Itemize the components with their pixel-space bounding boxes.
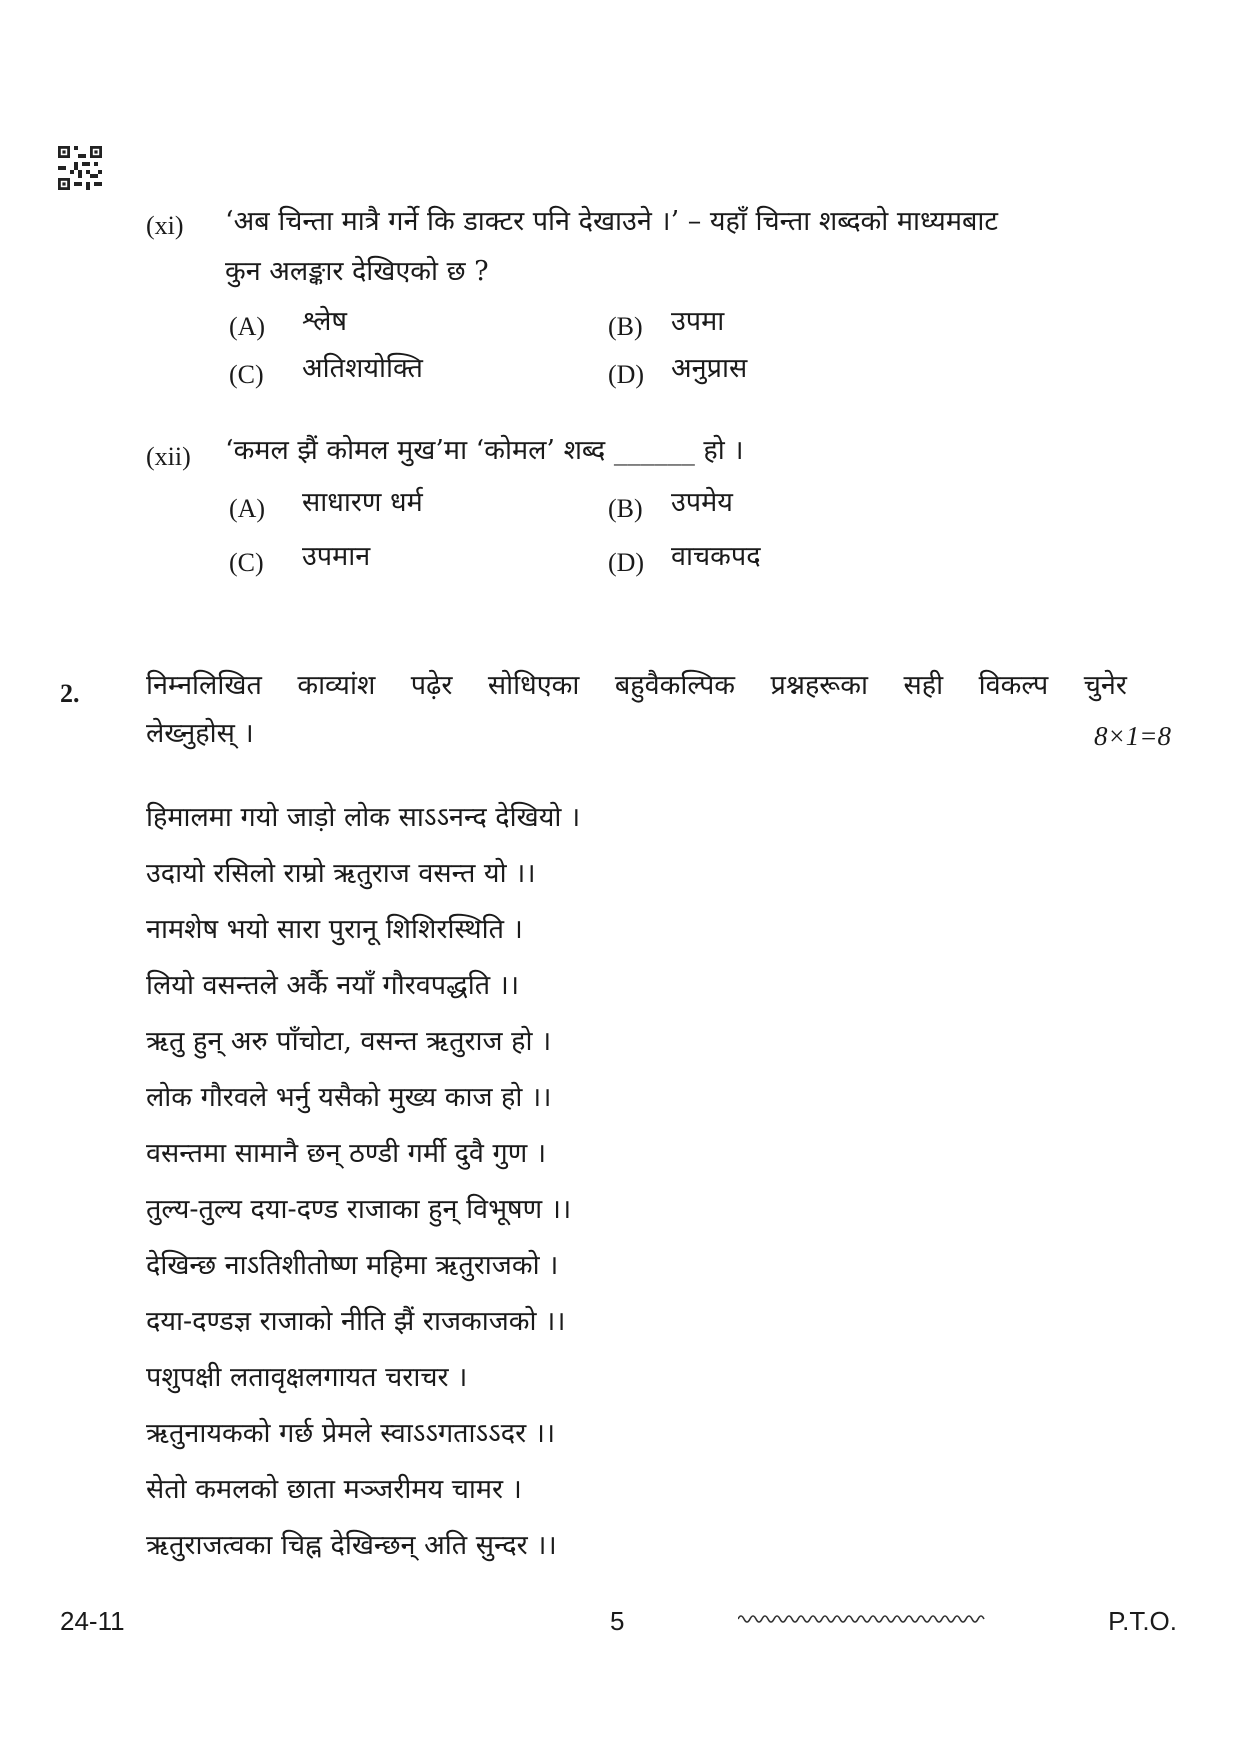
poem-line: देखिन्छ नाऽतिशीतोष्ण महिमा ऋतुराजको । <box>146 1250 559 1281</box>
instruction-word: काव्यांश <box>297 670 376 701</box>
instruction-word: चुनेर <box>1083 670 1127 701</box>
poem-line: तुल्य-तुल्य दया-दण्ड राजाका हुन् विभूषण ।। <box>146 1194 572 1225</box>
option-text: उपमान <box>302 541 371 572</box>
question-xi-line1: ‘अब चिन्ता मात्रै गर्ने कि डाक्टर पनि देखाउने ।’ – यहाँ चिन्ता शब्दको माध्यमबाट <box>225 206 998 237</box>
question-xi-line2: कुन अलङ्कार देखिएको छ ? <box>225 256 489 287</box>
poem-line: सेतो कमलको छाता मञ्जरीमय चामर । <box>146 1474 522 1505</box>
pto-label: P.T.O. <box>1108 1606 1177 1636</box>
option-letter: (A) <box>229 312 266 341</box>
qr-code-icon <box>58 146 102 190</box>
question-number-2: 2. <box>60 679 80 708</box>
instruction-word: सोधिएका <box>487 670 580 701</box>
instruction-word: सही <box>903 670 944 701</box>
option-text: श्लेष <box>302 306 348 337</box>
poem-line: लोक गौरवले भर्नु यसैको मुख्य काज हो ।। <box>146 1082 552 1113</box>
instruction-word: निम्नलिखित <box>146 670 262 701</box>
marks-allocation: 8×1=8 <box>1094 721 1171 751</box>
option-text: उपमा <box>671 306 725 337</box>
instruction-word: प्रश्नहरूका <box>770 670 869 701</box>
poem-line: हिमालमा गयो जाड़ो लोक साऽऽनन्द देखियो । <box>146 802 581 833</box>
option-letter: (D) <box>608 548 645 577</box>
option-letter: (B) <box>608 312 643 341</box>
instruction-word: विकल्प <box>978 670 1049 701</box>
poem-line: दया-दण्डज्ञ राजाको नीति झैं राजकाजको ।। <box>146 1306 566 1337</box>
question-xii-line1: ‘कमल झैं कोमल मुख’मा ‘कोमल’ शब्द ______ हो । <box>225 435 744 466</box>
question-2-instruction-line2: लेख्नुहोस् । <box>146 718 254 749</box>
poem-line: ऋतु हुन् अरु पाँचोटा, वसन्त ऋतुराज हो । <box>146 1026 552 1057</box>
option-text: साधारण धर्म <box>302 487 423 518</box>
option-text: वाचकपद <box>671 541 761 572</box>
option-text: उपमेय <box>671 487 733 518</box>
paper-code: 24-11 <box>60 1606 125 1636</box>
question-number-xii: (xii) <box>146 442 191 471</box>
option-letter: (A) <box>229 494 266 523</box>
instruction-word: पढ़ेर <box>410 670 453 701</box>
question-number-xi: (xi) <box>146 211 184 240</box>
poem-line: वसन्तमा सामानै छन् ठण्डी गर्मी दुवै गुण । <box>146 1138 547 1169</box>
instruction-word: बहुवैकल्पिक <box>614 670 736 701</box>
poem-line: ऋतुराजत्वका चिह्न देखिन्छन् अति सुन्दर ।। <box>146 1530 557 1561</box>
poem-line: नामशेष भयो सारा पुरानू शिशिरस्थिति । <box>146 914 523 945</box>
option-letter: (B) <box>608 494 643 523</box>
option-text: अनुप्रास <box>671 353 748 384</box>
poem-line: पशुपक्षी लतावृक्षलगायत चराचर । <box>146 1362 468 1393</box>
question-2-instruction-line1 <box>146 670 1127 702</box>
poem-line: उदायो रसिलो राम्रो ऋतुराज वसन्त यो ।। <box>146 858 536 889</box>
option-letter: (C) <box>229 548 264 577</box>
page-number: 5 <box>610 1606 625 1636</box>
poem-line: ऋतुनायकको गर्छ प्रेमले स्वाऽऽगताऽऽदर ।। <box>146 1418 556 1449</box>
poem-line: लियो वसन्तले अर्कै नयाँ गौरवपद्धति ।। <box>146 970 520 1001</box>
option-text: अतिशयोक्ति <box>302 353 423 384</box>
option-letter: (C) <box>229 360 264 389</box>
option-letter: (D) <box>608 360 645 389</box>
wavy-line-ornament <box>738 1612 988 1626</box>
